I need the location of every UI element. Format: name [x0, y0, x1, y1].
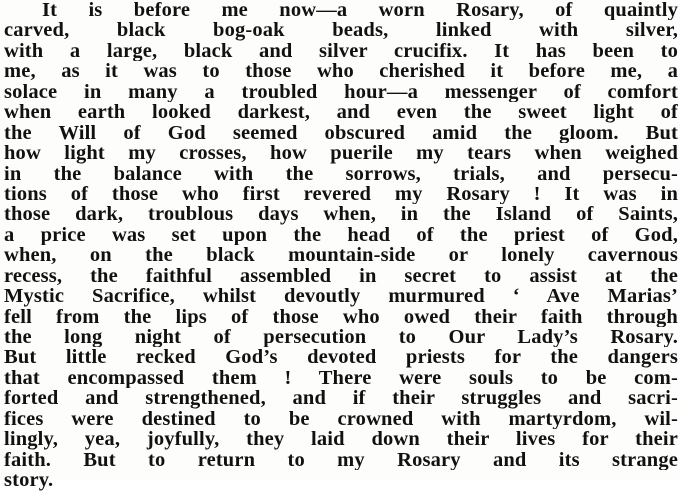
text-line: solace in many a troubled hour—a messenger of comfort [4, 81, 678, 103]
text-line: story. [4, 470, 54, 491]
text-line: It is before me now—a worn Rosary, of quaintly [42, 0, 678, 21]
text-line: the Will of God seemed obscured amid the gloom. But [4, 122, 678, 144]
text-line: carved, black bog-oak beads, linked with silver, [4, 20, 678, 41]
text-line: me, as it was to those who cherished it before me, a [4, 61, 678, 82]
text-line: But little recked God’s devoted priests for the dangers [4, 347, 678, 368]
text-line: tions of those who first revered my Rosary ! It was in [4, 183, 678, 205]
article-paragraph [4, 0, 678, 491]
text-line: fell from the lips of those who owed their faith through [4, 306, 678, 327]
text-line: lingly, yea, joyfully, they laid down their lives for their [4, 429, 678, 450]
text-line: fices were destined to be crowned with martyrdom, wil- [4, 408, 678, 430]
text-line: Mystic Sacrifice, whilst devoutly murmured ‘ Ave Marias’ [4, 286, 678, 307]
text-line: that encompassed them ! There were souls to be com- [4, 367, 678, 389]
text-line: when, on the black mountain-side or lonely cavernous [4, 245, 678, 266]
text-line: when earth looked darkest, and even the sweet light of [4, 102, 678, 123]
text-line: the long night of persecution to Our Lady’s Rosary. [4, 327, 678, 348]
text-line: those dark, troublous days when, in the Island of Saints, [4, 204, 678, 225]
text-line: how light my crosses, how puerile my tears when weighed [4, 143, 678, 164]
text-line: in the balance with the sorrows, trials, and persecu- [4, 163, 678, 184]
text-line: with a large, black and silver crucifix. It has been to [4, 40, 678, 62]
text-line: faith. But to return to my Rosary and its strange [4, 449, 678, 471]
text-line: a price was set upon the head of the priest of God, [4, 224, 678, 246]
text-line: recess, the faithful assembled in secret to assist at the [4, 265, 678, 287]
text-line: forted and strengthened, and if their struggles and sacri- [4, 388, 678, 409]
